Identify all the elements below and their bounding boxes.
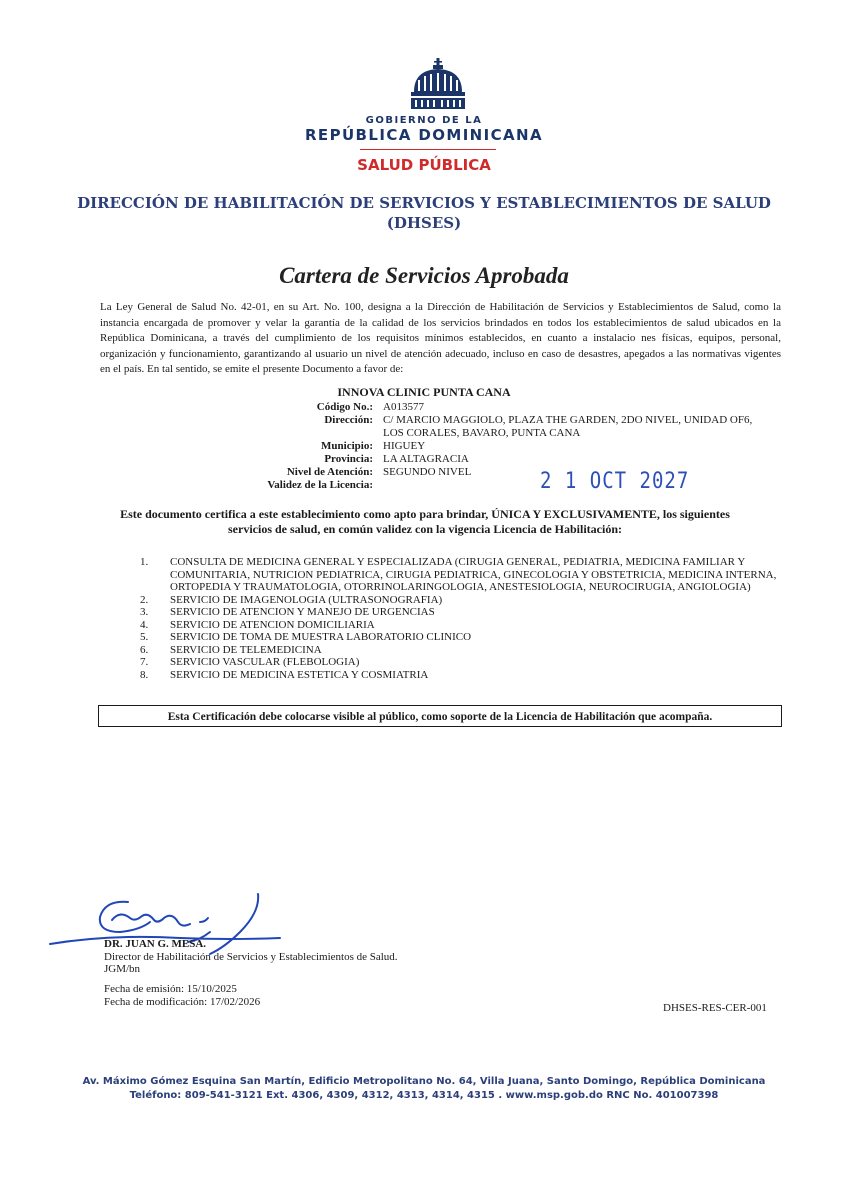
info-row-code: [0, 401, 753, 414]
directorate-title: [0, 193, 848, 233]
field-value: C/ MARCIO MAGGIOLO, PLAZA THE GARDEN, 2DO NIVEL, UNIDAD OF6, LOS CORALES, BAVARO, PUNTA CANA: [383, 414, 753, 439]
info-row-address: [0, 414, 753, 440]
signer-name: DR. JUAN G. MESA.: [104, 938, 207, 950]
field-value: A013577: [383, 401, 424, 413]
signer-position: Director de Habilitación de Servicios y Establecimientos de Salud.: [104, 950, 398, 963]
item-text: SERVICIO DE TOMA DE MUESTRA LABORATORIO CLINICO: [170, 631, 472, 643]
entity-name: INNOVA CLINIC PUNTA CANA: [337, 385, 511, 399]
info-row-municipality: [0, 440, 753, 453]
validity-date-stamp: 2 1 OCT 2027: [540, 468, 690, 494]
list-item: [140, 644, 780, 657]
item-text: SERVICIO DE ATENCION DOMICILIARIA: [170, 618, 375, 631]
footer-address: Av. Máximo Gómez Esquina San Martín, Edificio Metropolitano No. 64, Villa Juana, Santo Domingo, República Dominicana: [82, 1076, 766, 1087]
list-item: [140, 656, 780, 669]
document-code: DHSES-RES-CER-001: [663, 1002, 767, 1014]
footer: [0, 1075, 848, 1103]
field-label: Dirección:: [324, 414, 373, 426]
red-divider: [360, 149, 496, 150]
government-label: GOBIERNO DE LA: [365, 115, 483, 126]
government-dome-emblem-icon: [408, 58, 468, 110]
country-name: REPÚBLICA DOMINICANA: [304, 126, 543, 144]
field-label: Municipio:: [321, 440, 373, 452]
item-text: SERVICIO DE IMAGENOLOGIA (ULTRASONOGRAFIA): [170, 593, 443, 606]
item-number: 1.: [140, 556, 149, 568]
item-number: 2.: [140, 593, 149, 606]
item-number: 5.: [140, 631, 149, 643]
list-item: [140, 594, 780, 607]
ministry-name: SALUD PÚBLICA: [357, 156, 491, 174]
list-item: [140, 631, 780, 644]
directorate-abbreviation: (DHSES): [386, 214, 462, 232]
issue-date: Fecha de emisión: 15/10/2025: [104, 983, 237, 995]
services-list: [140, 556, 780, 681]
list-item: [140, 669, 780, 682]
field-value: HIGUEY: [383, 440, 426, 452]
field-label: Provincia:: [324, 453, 373, 465]
field-label: Nivel de Atención:: [286, 466, 373, 478]
signer-initials: JGM/bn: [104, 963, 141, 975]
establishment-info: [0, 401, 848, 492]
modified-date: Fecha de modificación: 17/02/2026: [104, 995, 261, 1008]
item-number: 4.: [140, 618, 149, 631]
field-value: SEGUNDO NIVEL: [383, 466, 472, 478]
visibility-notice: Esta Certificación debe colocarse visible al público, como soporte de la Licencia de Habilitación que acompaña.: [98, 705, 782, 727]
item-number: 8.: [140, 668, 149, 681]
field-value: LA ALTAGRACIA: [383, 453, 469, 465]
list-item: [140, 619, 780, 632]
footer-contact: Teléfono: 809-541-3121 Ext. 4306, 4309, 4312, 4313, 4314, 4315 . www.msp.gob.do RNC No. 401007398: [129, 1090, 719, 1101]
field-label: Validez de la Licencia:: [267, 479, 373, 491]
item-text: SERVICIO DE MEDICINA ESTETICA Y COSMIATRIA: [170, 668, 429, 681]
field-label: Código No.:: [316, 401, 373, 413]
item-number: 7.: [140, 656, 149, 668]
item-text: CONSULTA DE MEDICINA GENERAL Y ESPECIALIZADA (CIRUGIA GENERAL, PEDIATRIA, MEDICINA FAMILIAR Y COMUNITARIA, NUTRICION PEDIATRICA, CIRUGIA PEDIATRICA, GINECOLOGIA Y OBSTETRICIA, MEDICINA INTERNA, ORTOPEDIA Y TRAUMATOLOGIA, OTORRINOLARINGOLOGIA, ANESTESIOLOGIA, NEUROCIRUGIA, ANGIOLOGIA): [170, 556, 777, 593]
document-dates: [104, 983, 260, 1008]
list-item: [140, 606, 780, 619]
item-number: 3.: [140, 606, 149, 618]
list-item: [140, 556, 780, 594]
info-row-province: [0, 453, 753, 466]
item-text: SERVICIO DE TELEMEDICINA: [170, 643, 322, 656]
signature-block: [104, 938, 398, 976]
certification-note: Este documento certifica a este establecimiento como apto para brindar, ÚNICA Y EXCLUSIVAMENTE, los siguientes servicios de salud, en común validez con la vigencia Licencia de Habilitación:: [120, 507, 730, 536]
item-text: SERVICIO VASCULAR (FLEBOLOGIA): [170, 656, 360, 668]
item-number: 6.: [140, 643, 149, 656]
intro-paragraph: La Ley General de Salud No. 42-01, en su Art. No. 100, designa a la Dirección de Habilitación de Servicios y Establecimientos de Salud, como la instancia encargada de promover y velar la garantía de la calidad de los servicios brindados en todos los establecimientos de salud ubicados en la República Dominicana, a través del cumplimiento de los requisitos mínimos establecidos, en cuanto a instalacio nes físicas, equipos, personal, organización y funcionamiento, garantizando al usuario un nivel de atención adecuado, incluso en caso de desastres, apegados a las normativas vigentes en el país. En tal sentido, se emite el presente Documento a favor de:: [100, 301, 781, 375]
document-title: Cartera de Servicios Aprobada: [279, 263, 569, 288]
directorate-name: DIRECCIÓN DE HABILITACIÓN DE SERVICIOS Y ESTABLECIMIENTOS DE SALUD: [77, 194, 771, 212]
item-text: SERVICIO DE ATENCION Y MANEJO DE URGENCIAS: [170, 606, 435, 618]
